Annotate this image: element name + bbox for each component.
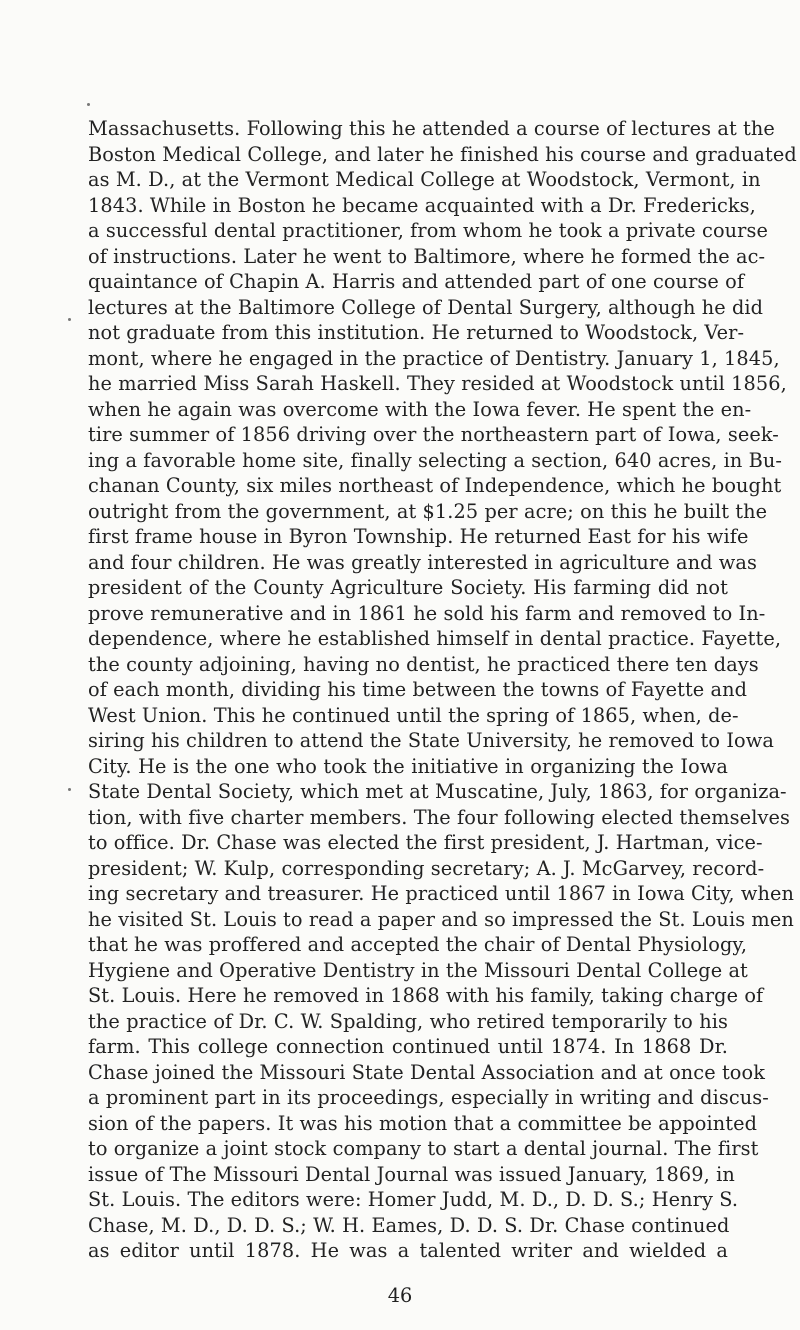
- text-line: siring his children to attend the State University, he removed to Iowa: [88, 729, 774, 752]
- text-line: the practice of Dr. C. W. Spalding, who retired temporarily to his: [88, 1009, 728, 1033]
- text-line: tion, with five charter members. The four following elected themselves: [88, 805, 790, 829]
- text-line: Massachusetts. Following this he attended a course of lectures at the: [88, 117, 775, 140]
- text-line: dependence, where he established himself in dental practice. Fayette,: [88, 627, 782, 650]
- text-line: mont, where he engaged in the practice of Dentistry. January 1, 1845,: [88, 346, 780, 370]
- text-line: prove remunerative and in 1861 he sold his farm and removed to In-: [88, 601, 766, 625]
- scan-speck: [87, 103, 90, 106]
- text-line: he married Miss Sarah Haskell. They resided at Woodstock until 1856,: [88, 372, 787, 395]
- text-line: first frame house in Byron Township. He returned East for his wife: [88, 525, 749, 548]
- text-line: and four children. He was greatly interested in agriculture and was: [88, 550, 757, 574]
- text-line: quaintance of Chapin A. Harris and attended part of one course of: [88, 270, 745, 293]
- text-line: farm. This college connection continued until 1874. In 1868 Dr.: [88, 1035, 728, 1058]
- text-line: 1843. While in Boston he became acquainted with a Dr. Fredericks,: [88, 193, 756, 217]
- text-line: St. Louis. The editors were: Homer Judd, M. D., D. D. S.; Henry S.: [88, 1188, 739, 1211]
- text-line: chanan County, six miles northeast of Independence, which he bought: [88, 474, 782, 497]
- text-line: as editor until 1878. He was a talented writer and wielded a: [88, 1239, 728, 1262]
- text-line: to organize a joint stock company to start a dental journal. The first: [88, 1137, 759, 1160]
- text-line: of instructions. Later he went to Baltimore, where he formed the ac-: [88, 244, 766, 268]
- text-line: outright from the government, at $1.25 per acre; on this he built the: [88, 499, 768, 523]
- text-line: Hygiene and Operative Dentistry in the Missouri Dental College at: [88, 958, 748, 982]
- text-line: ing a favorable home site, finally selecting a section, 640 acres, in Bu-: [88, 448, 783, 472]
- text-line: when he again was overcome with the Iowa fever. He spent the en-: [88, 397, 752, 421]
- text-line: Chase joined the Missouri State Dental Association and at once took: [88, 1060, 765, 1084]
- text-line: of each month, dividing his time between the towns of Fayette and: [88, 678, 748, 701]
- text-line: State Dental Society, which met at Muscatine, July, 1863, for organiza-: [88, 780, 787, 803]
- scan-speck: [68, 318, 71, 321]
- text-line: a prominent part in its proceedings, especially in writing and discus-: [88, 1086, 769, 1109]
- text-line: West Union. This he continued until the spring of 1865, when, de-: [88, 703, 739, 727]
- text-line: lectures at the Baltimore College of Dental Surgery, although he did: [88, 295, 764, 319]
- text-line: Chase, M. D., D. D. S.; W. H. Eames, D. D. S. Dr. Chase continued: [88, 1213, 730, 1237]
- text-line: as M. D., at the Vermont Medical College at Woodstock, Vermont, in: [88, 168, 761, 191]
- text-line: to office. Dr. Chase was elected the first president, J. Hartman, vice-: [88, 831, 763, 854]
- text-line: he visited St. Louis to read a paper and so impressed the St. Louis men: [88, 907, 794, 931]
- text-line: that he was proffered and accepted the chair of Dental Physiology,: [88, 933, 748, 956]
- text-line: tire summer of 1856 driving over the northeastern part of Iowa, seek-: [88, 423, 779, 446]
- text-line: Boston Medical College, and later he finished his course and graduated: [88, 142, 797, 166]
- text-line: president of the County Agriculture Society. His farming did not: [88, 576, 728, 599]
- page-body: [88, 116, 797, 1264]
- page-number: 46: [387, 1284, 413, 1307]
- text-line: president; W. Kulp, corresponding secretary; A. J. McGarvey, record-: [88, 856, 765, 880]
- text-line: City. He is the one who took the initiative in organizing the Iowa: [88, 754, 728, 778]
- text-line: ing secretary and treasurer. He practiced until 1867 in Iowa City, when: [88, 882, 795, 905]
- text-line: the county adjoining, having no dentist, he practiced there ten days: [88, 652, 759, 676]
- text-line: not graduate from this institution. He returned to Woodstock, Ver-: [88, 321, 745, 344]
- text-line: St. Louis. Here he removed in 1868 with his family, taking charge of: [88, 984, 764, 1007]
- scan-speck: [68, 788, 71, 791]
- text-line: issue of The Missouri Dental Journal was issued January, 1869, in: [88, 1162, 735, 1186]
- text-line: a successful dental practitioner, from whom he took a private course: [88, 219, 768, 242]
- text-line: sion of the papers. It was his motion that a committee be appointed: [88, 1111, 758, 1135]
